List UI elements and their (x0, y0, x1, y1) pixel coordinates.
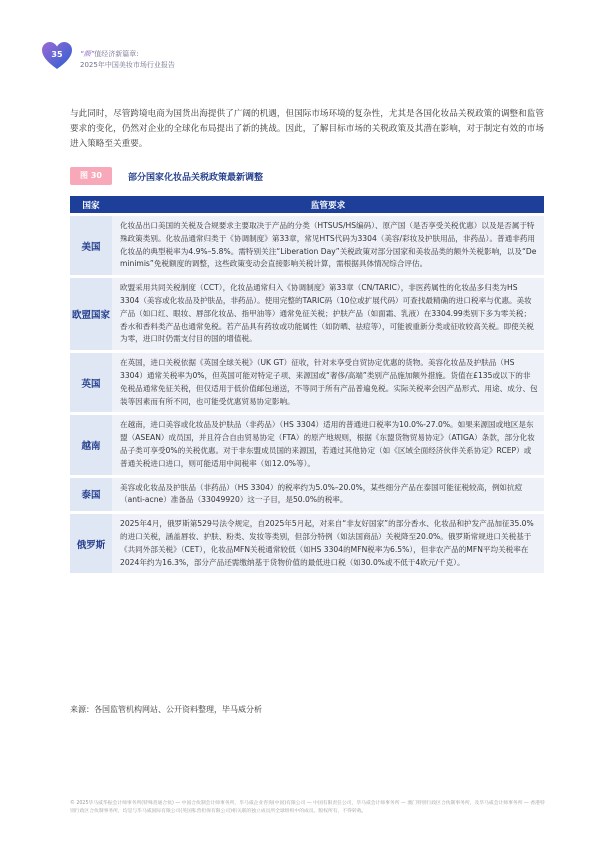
table-row (70, 216, 544, 275)
country-cell: 泰国 (70, 478, 112, 512)
country-cell: 俄罗斯 (70, 514, 112, 573)
column-header-requirements: 监管要求 (112, 196, 544, 213)
country-cell: 欧盟国家 (70, 278, 112, 350)
requirement-cell: 化妆品出口美国的关税及合规要求主要取决于产品的分类（HTSUS/HS编码）、原产国（是否享受关税优惠）以及是否属于特殊政策类别。化妆品通常归类于《协调制度》第33章，常见HTS代码为3304（美容/彩妆及护肤用品，非药品）。普通非药用化妆品的典型税率为4.9%–5.8%。需特别关注“Liberation Day”关税政策对部分国家和美妆品类的额外关税影响，以及“De minimis”免税额度的调整，这些政策变动会直接影响关税计算，需根据具体情况综合评估。 (112, 216, 544, 275)
page-number: 35 (51, 50, 63, 59)
header-title-rest: 值经济新篇章: (94, 50, 139, 58)
table-row (70, 514, 544, 573)
figure-title: 部分国家化妆品关税政策最新调整 (128, 173, 264, 183)
requirement-cell: 在越南，进口美容或化妆品及护肤品（非药品）（HS 3304）适用的普通进口税率为10.0%-27.0%。如果来源国或地区是东盟（ASEAN）成员国，并且符合自由贸易协定（FTA）的原产地规则，根据《东盟货物贸易协定》（ATIGA）条款，部分化妆品子类可享受0%的关税优惠。对于非东盟成员国的来源国，若通过其他协定（如《区域全面经济伙伴关系协定》RCEP）或普通关税进口进口，则可能适用中间税率（如12.0%等）。 (112, 415, 544, 474)
intro-paragraph: 与此同时，尽管跨境电商为国货出海提供了广阔的机遇，但国际市场环境的复杂性，尤其是各国化妆品关税政策的调整和监管要求的变化，仍然对企业的全球化布局提出了新的挑战。因此，了解目标市场的关税政策及其潜在影响，对于制定有效的市场进入策略至关重要。 (70, 109, 544, 149)
header-subtitle: 2025年中国美妆市场行业报告 (80, 61, 175, 69)
requirement-cell: 在英国，进口关税依据《英国全球关税》（UK GT）征收，针对未享受自贸协定优惠的货物。美容化妆品及护肤品（HS 3304）通常关税率为0%，但英国可能对特定子项、来源国或“奢侈/高端”类别产品施加额外措施。货值在£135或以下的非免税品通常免征关税，但仅适用于低价值邮包递送，不等同于所有产品普遍免税。实际关税率会因产品形式、用途、成分、包装等因素而有所不同，也可能受优惠贸易协定影响。 (112, 353, 544, 412)
requirement-cell: 2025年4月，俄罗斯第529号法令规定，自2025年5月起，对来自“非友好国家”的部分香水、化妆品和护发产品加征35.0%的进口关税，涵盖唇妆、护肤、粉类、发妆等类别，但部分特例（如法国商品）关税降至20.0%。俄罗斯常规进口关税基于《共同外部关税》（CET），化妆品MFN关税通常较低（如HS 3304的MFN税率为6.5%），但非农产品的MFN平均关税率在2024年约为16.3%，部分产品还需缴纳基于货物价值的最低进口税（如30.0%或不低于4欧元/千克）。 (112, 514, 544, 573)
table-row (70, 353, 544, 412)
country-cell: 美国 (70, 216, 112, 275)
column-header-country: 国家 (70, 196, 112, 213)
figure-caption (70, 167, 544, 189)
country-cell: 英国 (70, 353, 112, 412)
country-cell: 越南 (70, 415, 112, 474)
requirement-cell: 美容或化妆品及护肤品（非药品）（HS 3304）的税率约为5.0%–20.0%，某些细分产品在泰国可能征税较高，例如抗痘（anti-acne）准备品（33049920）这一子目，是50.0%的税率。 (112, 478, 544, 512)
header-title-prefix: “颜” (80, 50, 95, 58)
table-header-row (70, 196, 544, 213)
figure-label-badge: 图 30 (70, 167, 112, 185)
tariff-table (70, 193, 544, 576)
table-row (70, 278, 544, 350)
header-title (80, 49, 175, 71)
source-note: 来源：各国监管机构网站、公开资料整理，毕马威分析 (70, 705, 262, 714)
page-header (0, 0, 612, 86)
requirement-cell: 欧盟采用共同关税制度（CCT），化妆品通常归入《协调制度》第33章（CN/TARIC），非医药属性的化妆品多归类为HS 3304（美容或化妆品及护肤品，非药品）。使用完整的TARIC码（10位或扩展代码）可查找最精确的进口税率与优惠。美妆产品（如口红、眼妆、唇部化妆品、指甲油等）通常免征关税；护肤产品（如面霜、乳液）在3304.99类别下多为零关税；香水和香料类产品也通常免税。若产品具有药妆或功能属性（如防晒、祛痘等），可能被重新分类或征收较高关税。即使关税为零，进口时仍需支付目的国的增值税。 (112, 278, 544, 350)
table-row (70, 415, 544, 474)
table-row (70, 478, 544, 512)
copyright-footer: © 2025毕马威华振会计师事务所(特殊普通合伙) — 中国合伙制会计师事务所，毕马威企业咨询(中国)有限公司 — 中国有限责任公司，毕马威会计师事务所 — 澳门特别行政区合伙制事务所，及毕马威会计师事务所 — 香港特别行政区合伙制事务所，均是与毕马威国际有限公司(英国私营担保有限公司)相关联的独立成员所全球组织中的成员。版权所有，不得转载。 (70, 801, 545, 814)
